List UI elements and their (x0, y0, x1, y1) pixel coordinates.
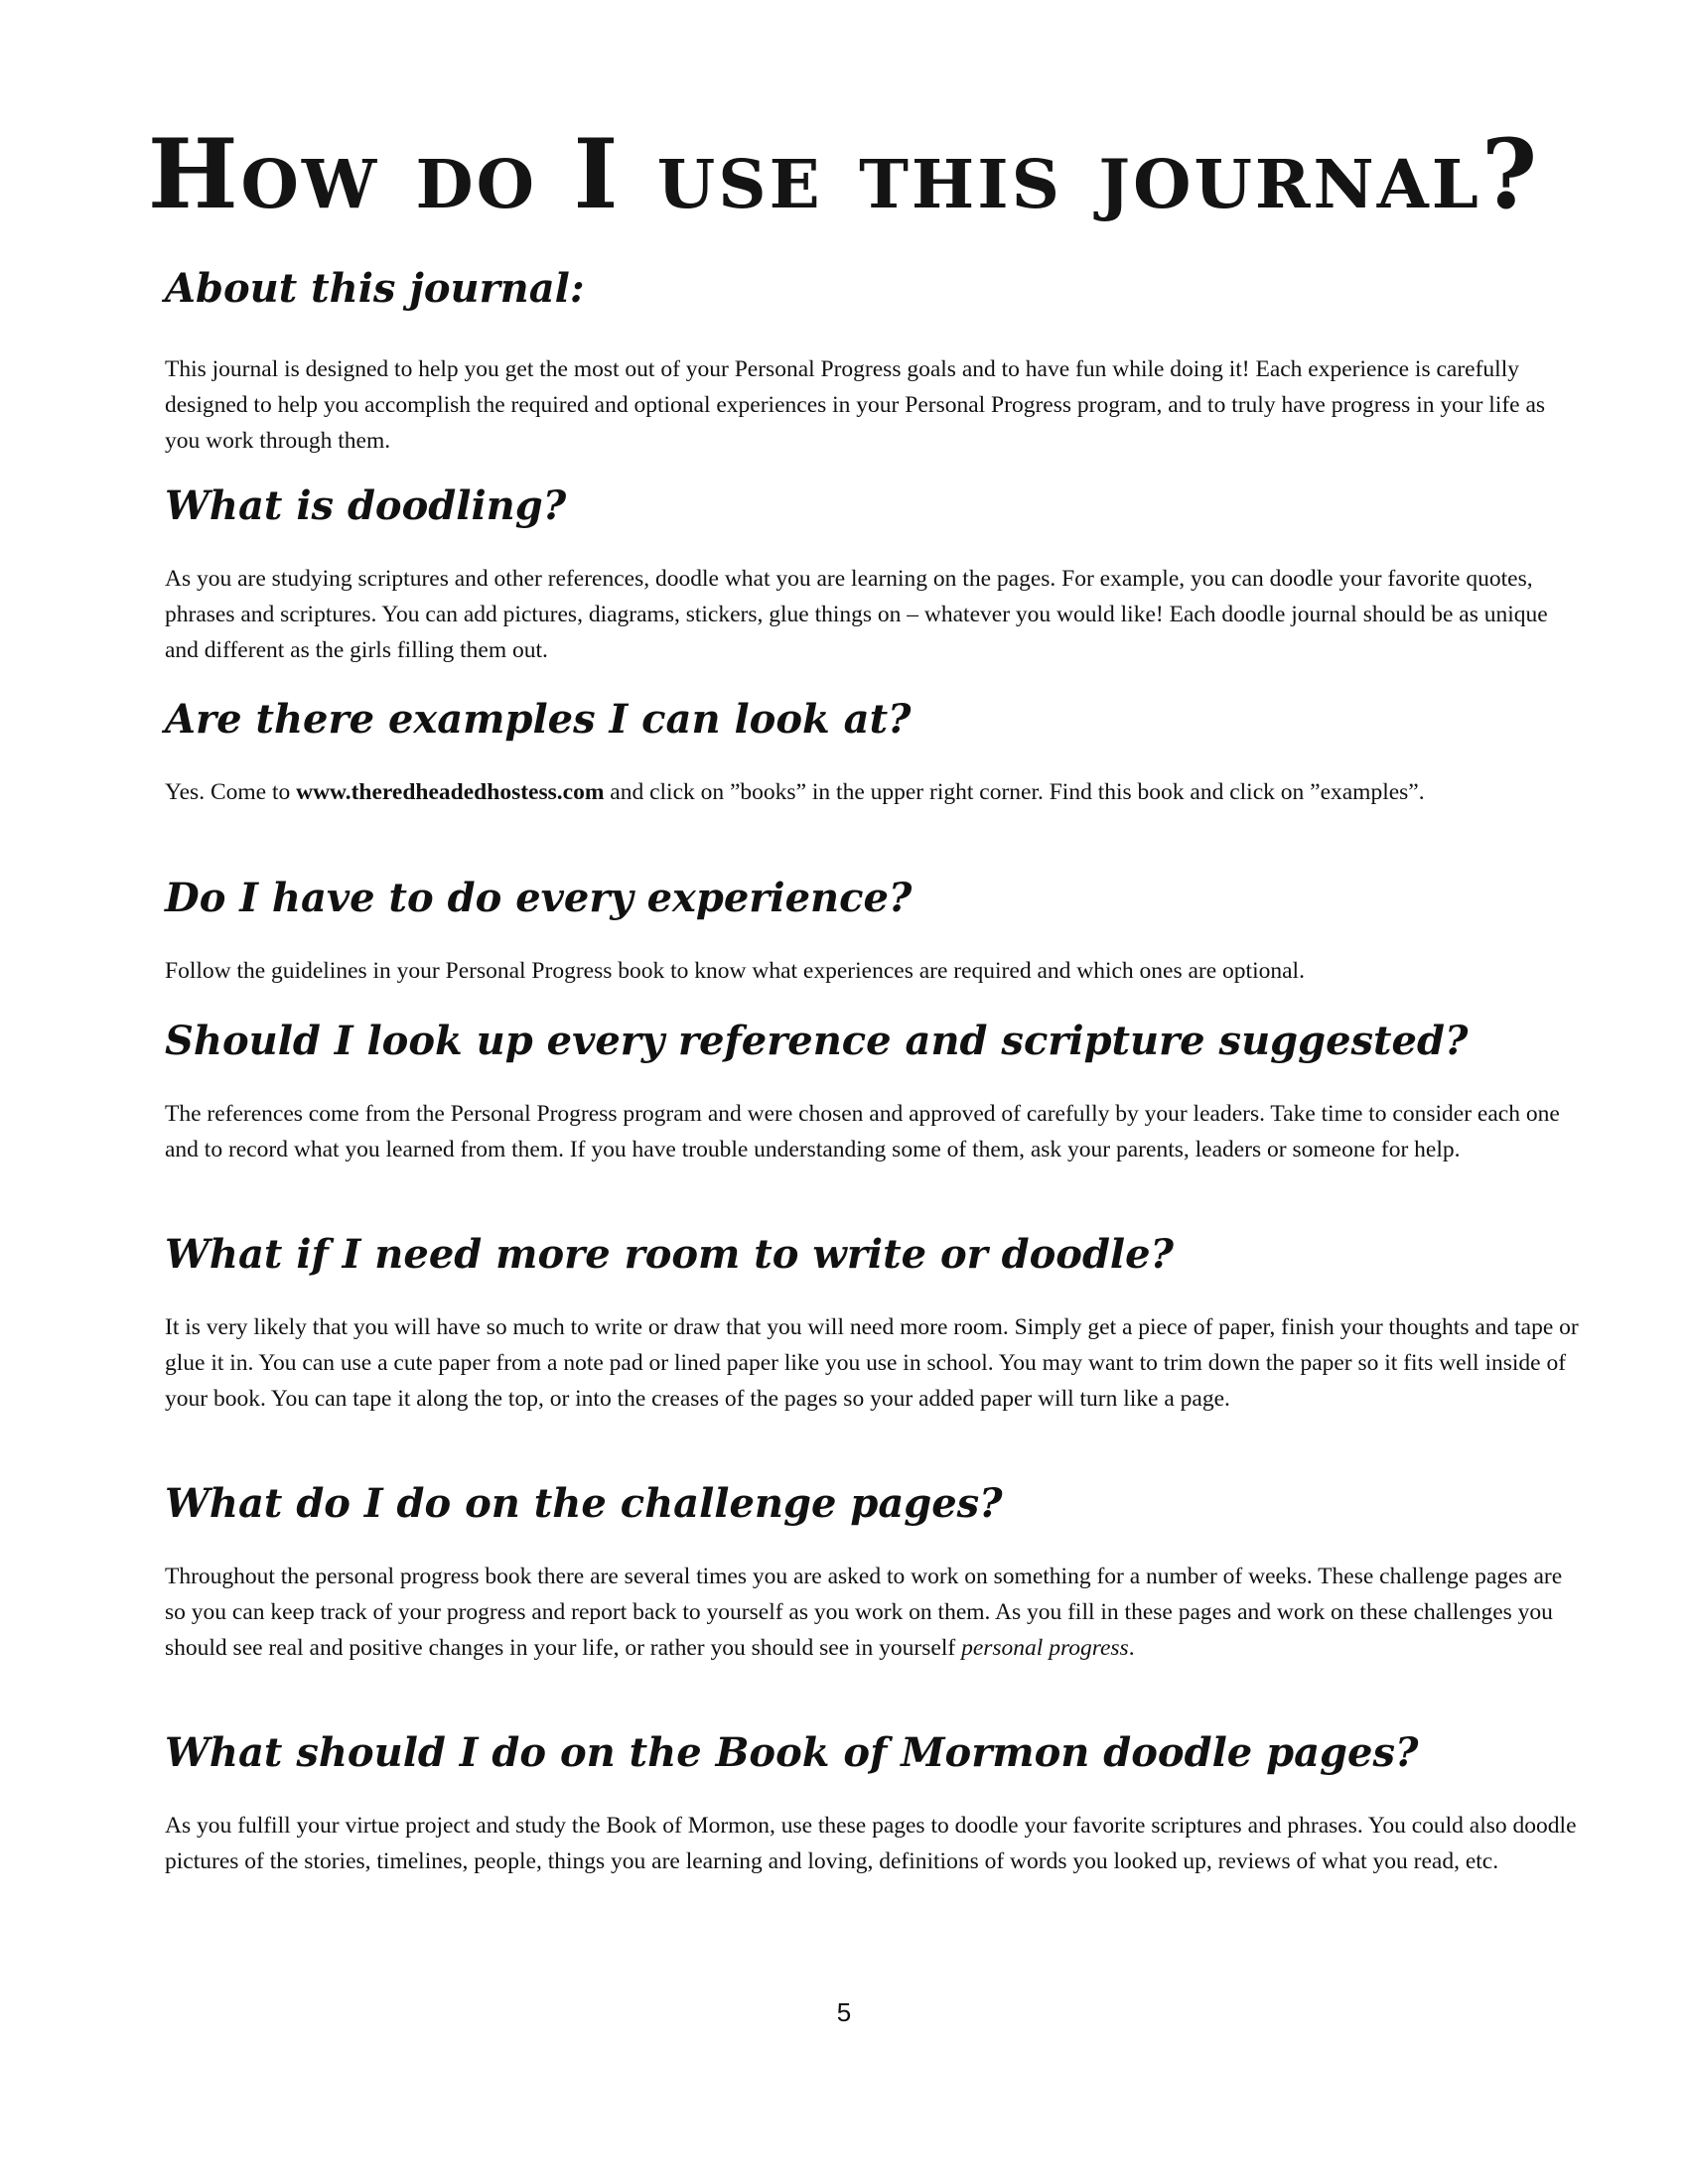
section-challenge-pages (165, 1475, 1580, 1724)
section-heading: Are there examples I can look at? (165, 696, 912, 743)
section-heading: What if I need more room to write or doodle? (165, 1231, 1174, 1278)
section-body: As you fulfill your virtue project and study the Book of Mormon, use these pages to doodle your favorite scriptures and phrases. You could also doodle pictures of the stories, timelines, people, things you are learning and loving, definitions of words you looked up, reviews of what you read, etc. (165, 1813, 1577, 1874)
section-heading: Do I have to do every experience? (165, 875, 913, 921)
section-body (165, 1559, 1580, 1666)
section-more-room (165, 1226, 1580, 1475)
body-text: . (1128, 1635, 1135, 1661)
section-every-experience (165, 870, 1580, 1013)
section-heading: Should I look up every reference and scripture suggested? (165, 1018, 1469, 1064)
body-text: and click on ”books” in the upper right corner. Find this book and click on ”examples”. (604, 779, 1425, 805)
section-about (165, 260, 1580, 478)
journal-instructions (165, 260, 1580, 1879)
section-body: Follow the guidelines in your Personal Progress book to know what experiences are required and which ones are optional. (165, 958, 1305, 984)
section-heading: About this journal: (165, 265, 585, 312)
section-body: This journal is designed to help you get the most out of your Personal Progress goals and to have fun while doing it! Each experience is carefully designed to help you accomplish the required and optional experiences in your Personal Progress program, and to truly have progress in your life as you work through them. (165, 356, 1546, 454)
emphasis-text: personal progress (961, 1635, 1129, 1661)
page-title: How do I use this journal? (147, 118, 1541, 230)
website-link[interactable]: www.theredheadedhostess.com (296, 779, 605, 805)
section-examples (165, 691, 1580, 870)
section-book-of-mormon (165, 1724, 1580, 1879)
section-body: The references come from the Personal Progress program and were chosen and approved of carefully by your leaders. Take time to consider each one and to record what you learned from them. If you have trouble understanding some of them, ask your parents, leaders or someone for help. (165, 1101, 1560, 1162)
section-body: It is very likely that you will have so much to write or draw that you will need more room. Simply get a piece of paper, finish your thoughts and tape or glue it in. You can use a cute paper from a note pad or lined paper like you use in school. You may want to trim down the paper so it fits well inside of your book. You can tape it along the top, or into the creases of the pages so your added paper will turn like a page. (165, 1314, 1579, 1412)
body-text: Yes. Come to (165, 779, 297, 805)
section-references (165, 1013, 1580, 1226)
section-body (165, 774, 1580, 810)
body-text: Throughout the personal progress book there are several times you are asked to work on something for a number of weeks. These challenge pages are so you can keep track of your progress and report back to yourself as you work on them. As you fill in these pages and work on these challenges you should see real and positive changes in your life, or rather you should see in yourself (165, 1564, 1563, 1661)
section-heading: What do I do on the challenge pages? (165, 1480, 1003, 1527)
section-heading: What is doodling? (165, 482, 567, 529)
page-number: 5 (836, 1997, 852, 2027)
section-body: As you are studying scriptures and other references, doodle what you are learning on the pages. For example, you can doodle your favorite quotes, phrases and scriptures. You can add pictures, diagrams, stickers, glue things on – whatever you would like! Each doodle journal should be as unique and different as the girls filling them out. (165, 566, 1548, 663)
section-doodling (165, 478, 1580, 691)
section-heading: What should I do on the Book of Mormon doodle pages? (165, 1729, 1419, 1776)
